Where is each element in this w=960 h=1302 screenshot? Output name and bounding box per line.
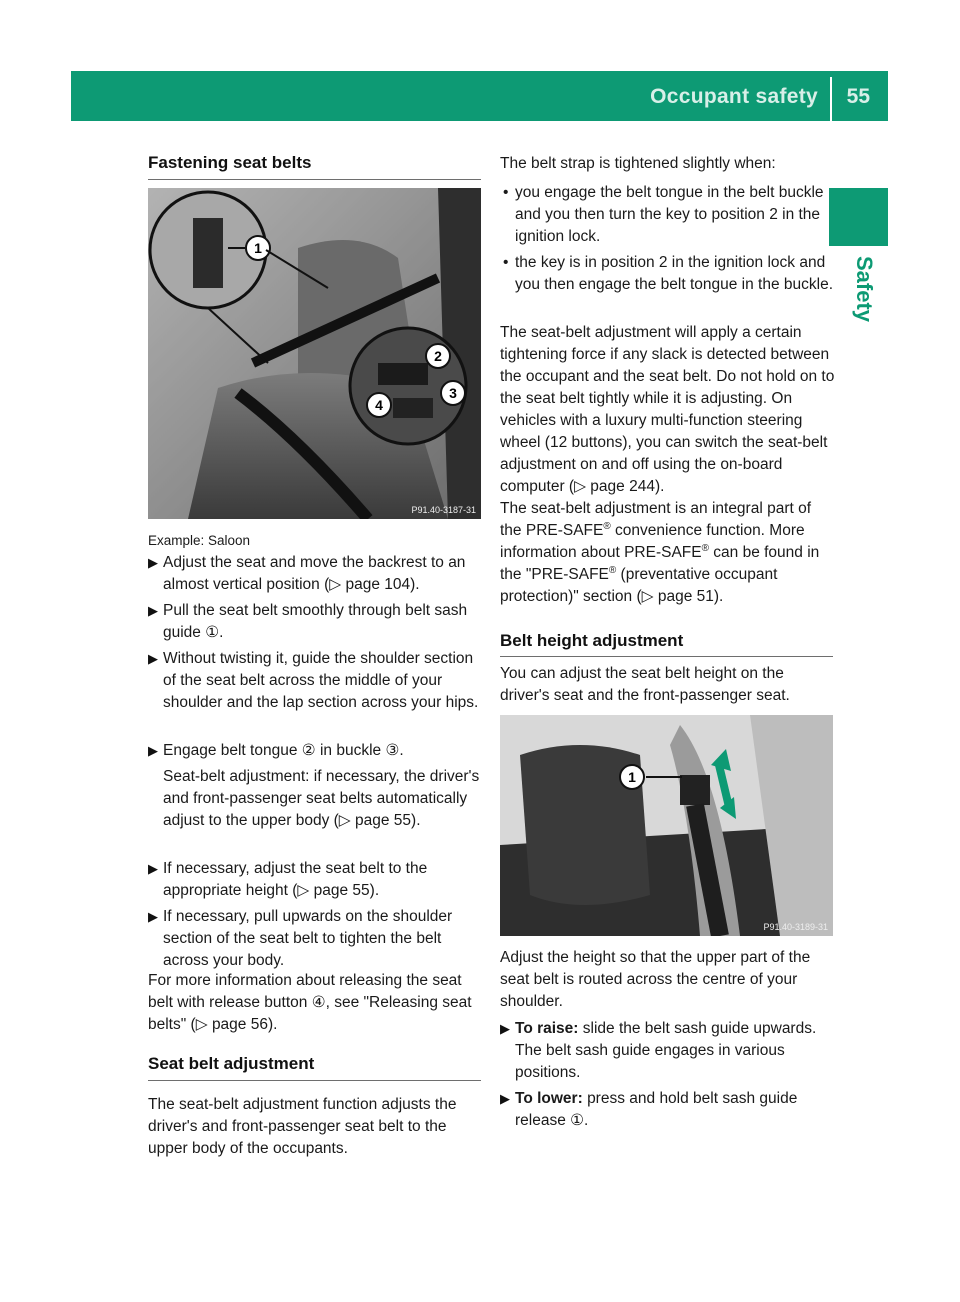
belt-height-illustration [500,715,833,936]
list-item [148,600,483,644]
raise-text: slide the belt sash guide upwards. The belt sash guide engages in various positions. [515,1020,817,1081]
list-item [500,182,835,248]
section-rule [148,1080,481,1081]
callout-2: 2 [434,348,442,364]
list-item [148,552,483,596]
arrow-icon: ▶ [148,909,158,924]
arrow-icon: ▶ [148,861,158,876]
raise-label: To raise: [515,1020,579,1037]
section-rule [148,179,481,180]
bullet-icon: • [503,184,509,201]
step-text: Engage belt tongue ② in buckle ③. [163,742,404,759]
section-title-fastening: Fastening seat belts [148,153,312,172]
side-tab-label: Safety [852,256,877,323]
arrow-icon: ▶ [148,555,158,570]
tighten-intro: The belt strap is tightened slightly when: [500,155,776,172]
arrow-icon: ▶ [148,743,158,758]
step-text: If necessary, adjust the seat belt to the appropriate height (▷ page 55). [163,860,428,899]
list-item [148,648,483,736]
arrow-icon: ▶ [500,1021,510,1036]
belt-height-description: You can adjust the seat belt height on the driver's seat and the front-passenger seat. [500,665,790,704]
step-text: Without twisting it, guide the shoulder section of the seat belt across the middle of your shoulder and the lap section across your hips. [163,650,479,711]
raise-instruction [515,1018,835,1084]
figure-code: P91.40-3189-31 [763,922,828,932]
step-text: If necessary, pull upwards on the shoulder section of the seat belt to tighten the belt across your body. [163,908,453,969]
callout-4: 4 [375,397,383,413]
callout-3: 3 [449,385,457,401]
list-item [148,906,483,972]
adjustment-description: The seat-belt adjustment function adjusts the driver's and front-passenger seat belt to the upper body of the occupants. [148,1096,457,1157]
figure-belt-height [500,715,833,936]
list-item [148,858,483,902]
list-item [500,1088,835,1132]
bullet-list [500,182,835,318]
lower-instruction [515,1088,835,1132]
bullet-text: you engage the belt tongue in the belt buckle and you then turn the key to position 2 in the ignition lock. [515,184,824,245]
figure-fastening-seat-belt [148,188,481,519]
section-rule [500,656,833,657]
instruction-list [148,552,483,972]
page-number: 55 [846,85,870,108]
bullet-text: the key is in position 2 in the ignition lock and you then engage the belt tongue in the buckle. [515,254,833,293]
lower-label: To lower: [515,1090,583,1107]
step-note-text: Seat-belt adjustment: if necessary, the driver's and front-passenger seat belts automatically adjust to the upper body (▷ page 55). [163,768,480,829]
height-instruction: Adjust the height so that the upper part of the seat belt is routed across the centre of your shoulder. [500,949,811,1010]
header-divider [830,77,832,121]
lower-text: press and hold belt sash guide release ①. [515,1090,798,1129]
side-tab-marker [829,188,888,246]
arrow-icon: ▶ [500,1091,510,1106]
figure-code: P91.40-3187-31 [411,505,476,515]
section-title-seat-belt-adjustment: Seat belt adjustment [148,1054,315,1073]
raise-lower-list [500,1018,835,1132]
callout-1: 1 [628,769,636,785]
list-item [500,1018,835,1084]
chapter-title: Occupant safety [650,85,818,108]
step-note [148,766,483,854]
figure-caption: Example: Saloon [148,533,251,548]
side-tab [829,256,888,336]
arrow-icon: ▶ [148,651,158,666]
arrow-icon: ▶ [148,603,158,618]
bullet-icon: • [503,254,509,271]
section-title-belt-height: Belt height adjustment [500,631,684,650]
list-item [148,740,483,762]
seat-belt-illustration [148,188,481,519]
step-text: Adjust the seat and move the backrest to an almost vertical position (▷ page 104). [163,554,466,593]
more-info-text: For more information about releasing the seat belt with release button ④, see "Releasing seat belts" (▷ page 56). [148,972,472,1033]
pre-safe-paragraph: The seat-belt adjustment is an integral part of the PRE-SAFE® convenience function. More information about PRE-SAFE® can be found in the "PRE-SAFE® (preventative occupant protection)" section (▷ page 51). [500,500,820,605]
step-text: Pull the seat belt smoothly through belt sash guide ①. [163,602,468,641]
callout-1: 1 [254,240,262,256]
adjustment-paragraph: The seat-belt adjustment will apply a certain tightening force if any slack is detected between the occupant and the seat belt. Do not hold on to the seat belt tightly while it is adjusting. On vehicles with a luxury multi-function steering wheel (12 buttons), you can switch the seat-belt adjustment on and off using the on-board computer (▷ page 244). [500,324,835,495]
list-item [500,252,835,318]
page-header [71,71,888,121]
